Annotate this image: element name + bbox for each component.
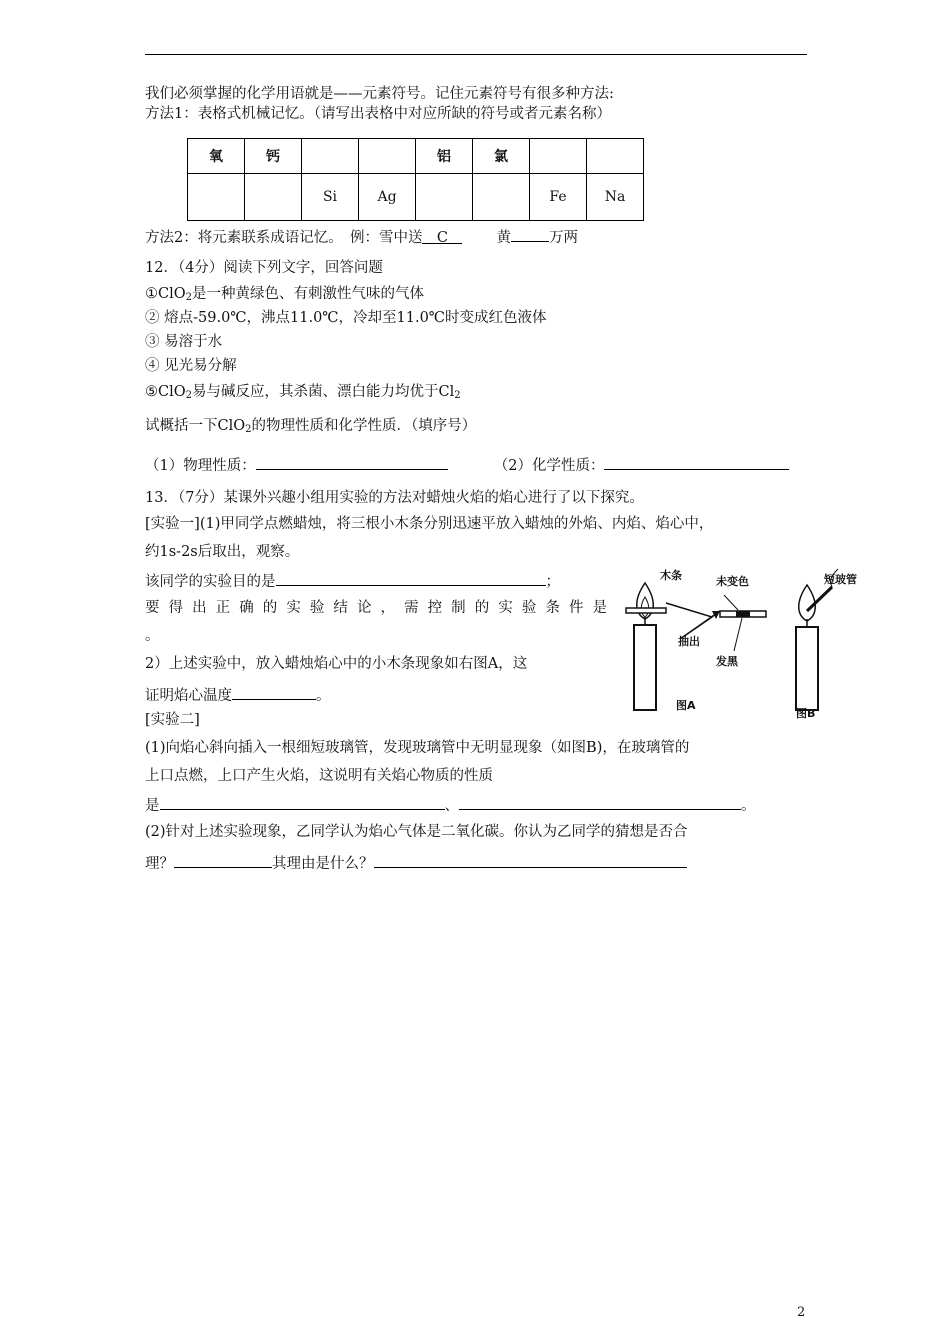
- method2-blank-2[interactable]: [511, 226, 549, 242]
- label-unchanged: 未变色: [716, 575, 749, 588]
- table-cell: 氯: [473, 139, 530, 174]
- table-cell-blank[interactable]: [302, 139, 359, 174]
- table-row: [188, 174, 644, 221]
- purpose-line: 该同学的实验目的是 ；: [145, 570, 560, 592]
- table-row: [188, 139, 644, 174]
- control-line: 要 得 出 正 确 的 实 验 结 论 ， 需 控 制 的 实 验 条 件 是: [145, 600, 607, 616]
- intro-line-1: 我们必须掌握的化学用语就是——元素符号。记住元素符号有很多种方法:: [145, 86, 614, 102]
- table-cell-blank[interactable]: [359, 139, 416, 174]
- candle-diagram: [620, 565, 865, 720]
- label-pull: 抽出: [678, 635, 700, 648]
- method2-prefix: 方法2：将元素联系成语记忆。 例：雪中送: [145, 230, 423, 246]
- table-cell: Na: [587, 174, 644, 221]
- method2-mid: 黄: [496, 230, 511, 246]
- candle-b-flame: [799, 585, 816, 621]
- element-table: [187, 138, 644, 221]
- candle-a-inner-flame: [641, 597, 649, 617]
- q12-title: 12．（4分）阅读下列文字，回答问题: [145, 260, 383, 276]
- property-blank-2[interactable]: [459, 794, 741, 810]
- exp2-line-2: 上口点燃，上口产生火焰，这说明有关焰心物质的性质: [145, 768, 493, 784]
- table-cell: 铝: [416, 139, 473, 174]
- chem-answer-blank[interactable]: [604, 454, 789, 470]
- label-tube: 短玻管: [824, 573, 857, 586]
- q12-item-4: ④ 见光易分解: [145, 358, 237, 374]
- table-cell-blank[interactable]: [188, 174, 245, 221]
- unchanged-pointer: [724, 595, 738, 610]
- chem-label: （2）化学性质：: [493, 458, 605, 474]
- label-stick: 木条: [660, 569, 682, 582]
- exp2-q2-line-2: 理？ 其理由是什么？: [145, 852, 687, 874]
- candle-a-body: [634, 625, 656, 710]
- exp2-q2-line-1: (2)针对上述实验现象，乙同学认为焰心气体是二氧化碳。你认为乙同学的猜想是否合: [145, 824, 688, 840]
- table-cell-blank[interactable]: [530, 139, 587, 174]
- table-cell-blank[interactable]: [245, 174, 302, 221]
- table-cell: Fe: [530, 174, 587, 221]
- pull-arrow: [666, 603, 720, 639]
- exp2-line-3: 是 、 。: [145, 794, 756, 816]
- exp1-line-2: 约1s-2s后取出，观察。: [145, 544, 300, 560]
- blackened-part: [736, 611, 750, 617]
- part2-line-1: 2）上述实验中，放入蜡烛焰心中的小木条现象如右图A，这: [145, 656, 528, 672]
- label-fig-a: 图A: [676, 699, 696, 712]
- table-cell-blank[interactable]: [416, 174, 473, 221]
- table-cell: Si: [302, 174, 359, 221]
- temperature-blank[interactable]: [232, 684, 316, 700]
- method2-line: [145, 226, 578, 248]
- label-fig-b: 图B: [796, 707, 816, 720]
- property-blank-1[interactable]: [160, 794, 445, 810]
- q12-item-1: ①ClO$_2$是一种黄绿色、有刺激性气味的气体: [145, 286, 424, 303]
- table-cell: Ag: [359, 174, 416, 221]
- q12-prompt: 试概括一下ClO$_2$的物理性质和化学性质．（填序号）: [145, 418, 477, 435]
- wood-stick-in-flame: [626, 608, 666, 613]
- method2-blank-1[interactable]: C: [422, 228, 462, 244]
- q12-item-3: ③ 易溶于水: [145, 334, 223, 350]
- purpose-blank[interactable]: [276, 570, 546, 586]
- control-end: 。: [145, 628, 160, 644]
- exp2-line-1: (1)向焰心斜向插入一根细短玻璃管，发现玻璃管中无明显现象（如图B)，在玻璃管的: [145, 740, 690, 756]
- black-pointer: [734, 618, 742, 651]
- table-cell: 钙: [245, 139, 302, 174]
- table-cell-blank[interactable]: [587, 139, 644, 174]
- table-cell-blank[interactable]: [473, 174, 530, 221]
- reasonable-blank[interactable]: [174, 852, 272, 868]
- q13-title: 13．（7分）某课外兴趣小组用实验的方法对蜡烛火焰的焰心进行了以下探究。: [145, 490, 644, 506]
- table-cell: 氧: [188, 139, 245, 174]
- exp2-title: [实验二]: [145, 712, 200, 728]
- method2-suffix: 万两: [548, 230, 578, 246]
- page-number: 2: [797, 1305, 806, 1320]
- candle-figure: [620, 565, 865, 720]
- q12-answers: [145, 454, 789, 476]
- q12-item-5: ⑤ClO$_2$易与碱反应，其杀菌、漂白能力均优于$Cl_2$: [145, 384, 461, 401]
- q12-item-2: ② 熔点-59.0℃，沸点11.0℃，冷却至11.0℃时变成红色液体: [145, 310, 547, 326]
- part2-line-2: 证明焰心温度 。: [145, 684, 331, 706]
- exp1-line-1: [实验一](1)甲同学点燃蜡烛，将三根小木条分别迅速平放入蜡烛的外焰、内焰、焰心中，: [145, 516, 714, 532]
- header-rule: [145, 54, 807, 55]
- reason-blank[interactable]: [374, 852, 687, 868]
- phys-label: （1）物理性质：: [145, 458, 256, 474]
- phys-answer-blank[interactable]: [256, 454, 448, 470]
- candle-b-body: [796, 627, 818, 710]
- method1-line: 方法1：表格式机械记忆。（请写出表格中对应所缺的符号或者元素名称）: [145, 106, 611, 122]
- label-black: 发黑: [716, 655, 738, 668]
